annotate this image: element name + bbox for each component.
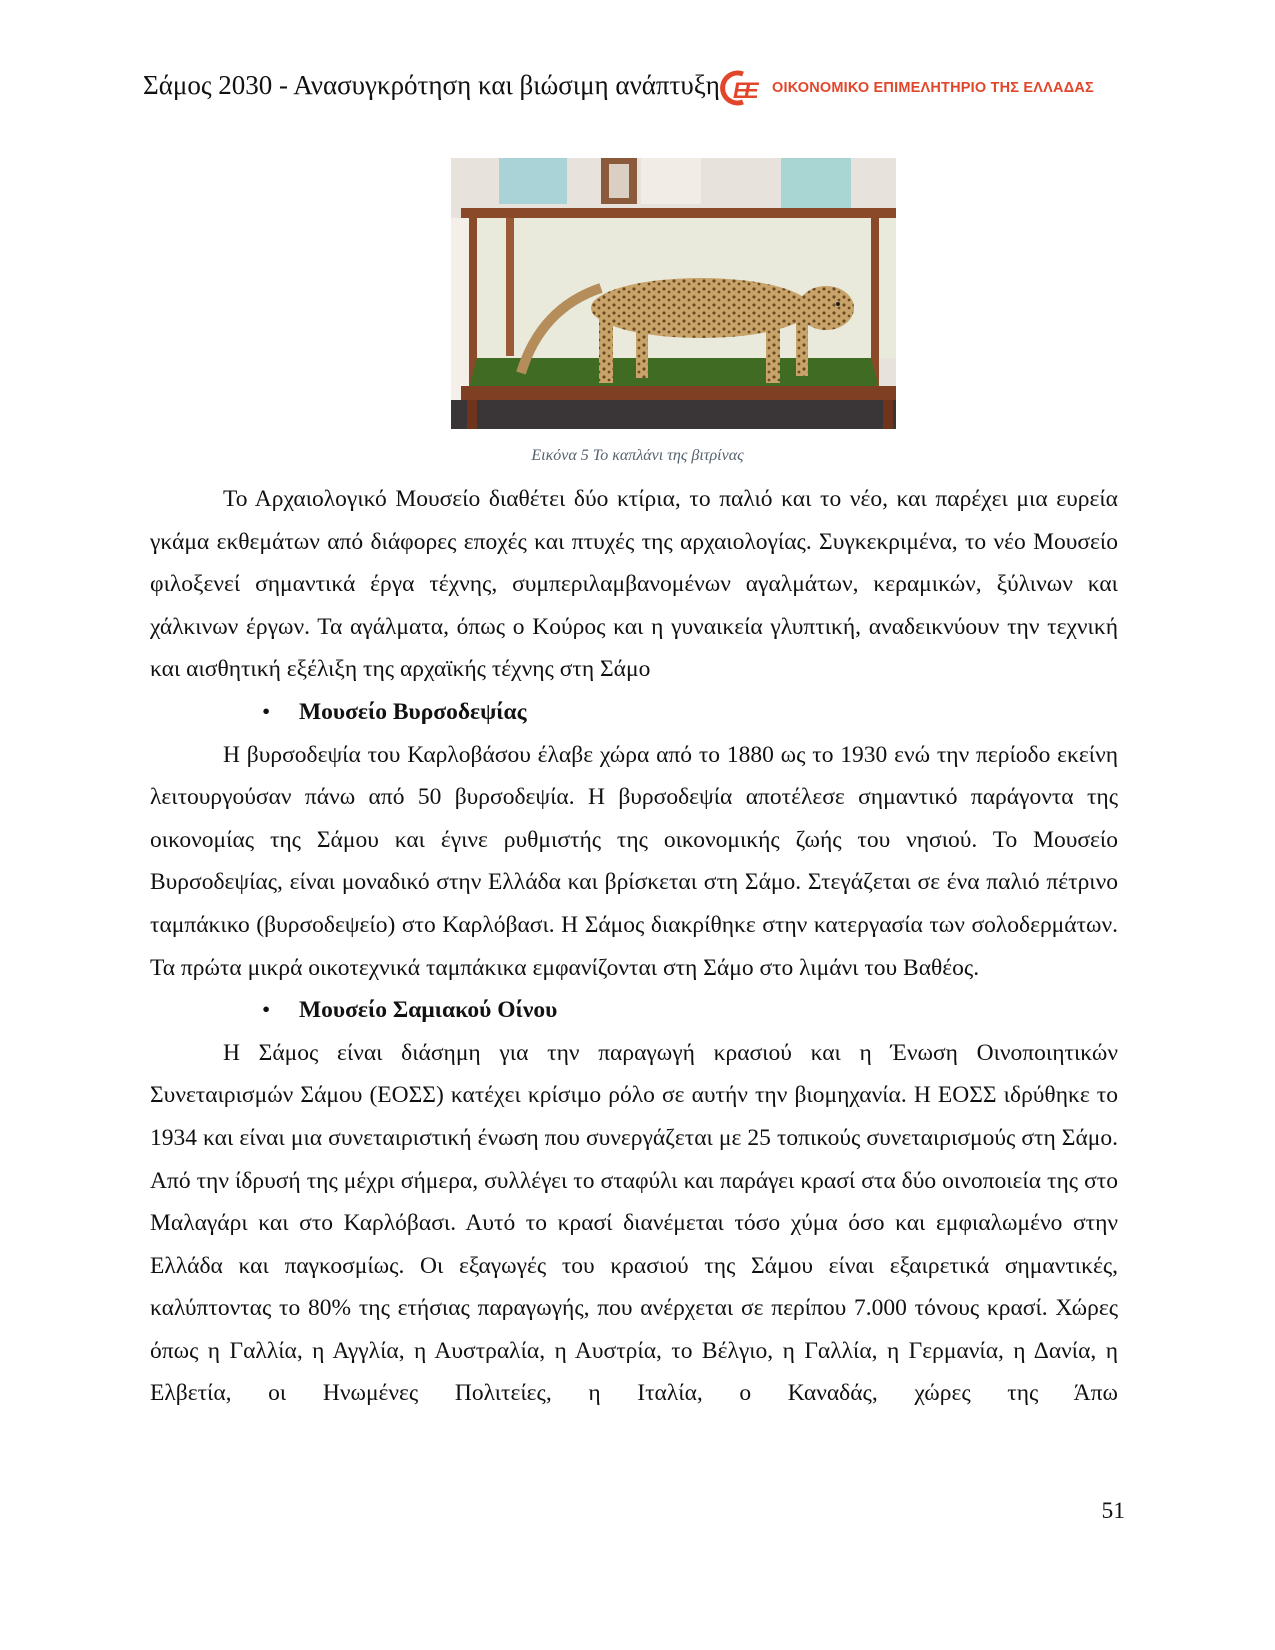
bullet-heading-text: Μουσείο Βυρσοδεψίας bbox=[299, 698, 527, 725]
page-number: 51 bbox=[1101, 1498, 1125, 1524]
figure-leopard-showcase-photo bbox=[451, 158, 896, 429]
chamber-logo-text: ΟΙΚΟΝΟΜΙΚΟ ΕΠΙΜΕΛΗΤΗΡΙΟ ΤΗΣ ΕΛΛΑΔΑΣ bbox=[772, 80, 1094, 96]
svg-text:E: E bbox=[744, 78, 759, 103]
bullet-heading-text: Μουσείο Σαμιακού Οίνου bbox=[299, 997, 558, 1024]
paragraph-archaeological-museum: Το Αρχαιολογικό Μουσείο διαθέτει δύο κτίρια, το παλιό και το νέο, και παρέχει μια ευρεία γκάμα εκθεμάτων από διάφορες εποχές και πτυχές της αρχαιολογίας. Συγκεκριμένα, το νέο Μουσείο φιλοξενεί σημαντικά έργα τέχνης, συμπεριλαμβανομένων αγαλμάτων, κεραμικών, ξύλινων και χάλκινων έργων. Τα αγάλματα, όπως ο Κούρος και η γυναικεία γλυπτική, αναδεικνύουν την τεχνική και αισθητική εξέλιξη της αρχαϊκής τέχνης στη Σάμο bbox=[150, 486, 1118, 683]
paragraph-wine-museum: Η Σάμος είναι διάσημη για την παραγωγή κρασιού και η Ένωση Οινοποιητικών Συνεταιρισμών Σάμου (ΕΟΣΣ) κατέχει κρίσιμο ρόλο σε αυτήν την βιομηχανία. Η ΕΟΣΣ ιδρύθηκε το 1934 και είναι μια συνεταιριστική ένωση που συνεργάζεται με 25 τοπικούς συνεταιρισμούς στη Σάμο. Από την ίδρυσή της μέχρι σήμερα, συλλέγει το σταφύλι και παράγει κρασί στα δύο οινοποιεία της στο Μαλαγάρι και στο Καρλόβασι. Αυτό το κρασί διανέμεται τόσο χύμα όσο και εμφιαλωμένο στην Ελλάδα και παγκοσμίως. Οι εξαγωγές του κρασιού της Σάμου είναι εξαιρετικά σημαντικές, καλύπτοντας το 80% της ετήσιας παραγωγής, που ανέρχεται σε περίπου 7.000 τόνους κρασί. Χώρες όπως η Γαλλία, η Αγγλία, η Αυστραλία, η Αυστρία, το Βέλγιο, η Γαλλία, η Γερμανία, η Δανία, η Ελβετία, οι Ηνωμένες Πολιτείες, η Ιταλία, ο Καναδάς, χώρες της Άπω bbox=[150, 1039, 1118, 1407]
running-header-title: Σάμος 2030 - Ανασυγκρότηση και βιώσιμη ανάπτυξη bbox=[143, 70, 720, 100]
svg-text:E: E bbox=[733, 78, 748, 103]
bullet-icon: • bbox=[262, 698, 271, 725]
bullet-icon: • bbox=[262, 997, 271, 1024]
paragraph-tannery-museum: Η βυρσοδεψία του Καρλοβάσου έλαβε χώρα από το 1880 ως το 1930 ενώ την περίοδο εκείνη λειτουργούσαν πάνω από 50 βυρσοδεψία. Η βυρσοδεψία αποτέλεσε σημαντικό παράγοντα της οικονομίας της Σάμου και έγινε ρυθμιστής της οικονομικής ζωής του νησιού. Το Μουσείο Βυρσοδεψίας, είναι μοναδικό στην Ελλάδα και βρίσκεται στη Σάμο. Στεγάζεται σε ένα παλιό πέτρινο ταμπάκικο (βυρσοδεψείο) στο Καρλόβασι. Η Σάμος διακρίθηκε στην κατεργασία των σολοδερμάτων. Τα πρώτα μικρά οικοτεχνικά ταμπάκικα εμφανίζονται στη Σάμο στο λιμάνι του Βαθέος. bbox=[150, 741, 1118, 981]
bullet-heading-wine-museum bbox=[150, 989, 1118, 1032]
chamber-logo bbox=[718, 68, 1094, 108]
chamber-logo-icon bbox=[718, 68, 764, 108]
bullet-heading-tannery-museum bbox=[150, 691, 1118, 734]
figure-caption: Εικόνα 5 Το καπλάνι της βιτρίνας bbox=[531, 447, 744, 464]
body-text bbox=[150, 478, 1118, 1415]
